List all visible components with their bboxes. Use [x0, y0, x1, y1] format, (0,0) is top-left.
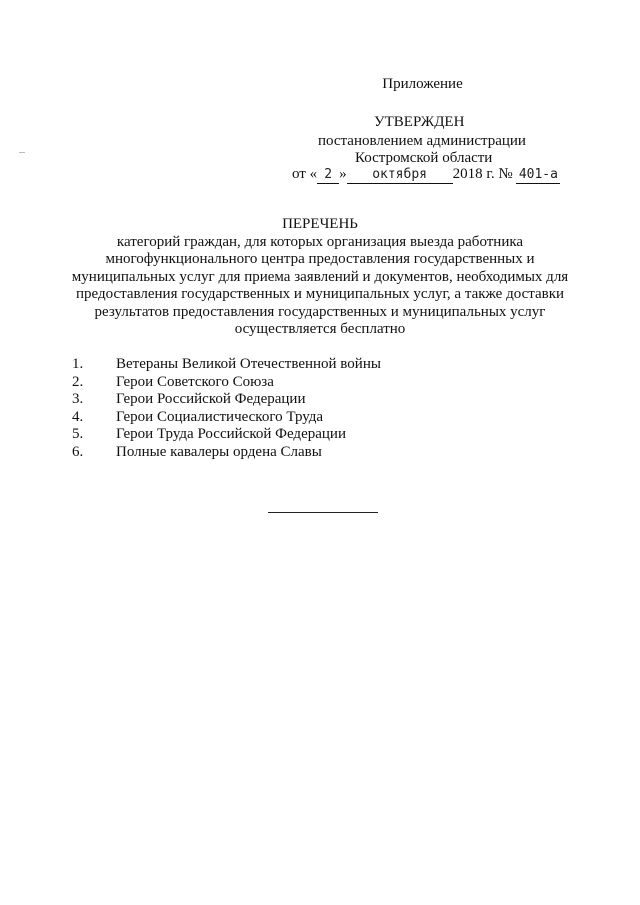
appendix-label: Приложение — [382, 76, 463, 92]
list-item — [72, 444, 381, 462]
list-item-text: Герои Труда Российской Федерации — [116, 426, 346, 443]
date-year: 2018 г. № — [452, 166, 513, 182]
document-number: 401-а — [516, 167, 560, 184]
list-item-number: 1. — [72, 356, 84, 372]
region-line: Костромской области — [355, 150, 493, 166]
margin-mark — [19, 152, 25, 153]
list-item-text: Полные кавалеры ордена Славы — [116, 443, 322, 460]
list-item — [72, 426, 381, 444]
date-line — [292, 165, 560, 184]
approved-by-line: постановлением администрации — [318, 133, 526, 149]
date-quote-close: » — [339, 166, 347, 182]
list-item-number: 3. — [72, 391, 84, 408]
list-item — [72, 356, 381, 374]
list-item — [72, 409, 381, 427]
date-prefix: от « — [292, 166, 318, 182]
date-month: октября — [347, 167, 453, 184]
approved-heading: УТВЕРЖДЕН — [374, 114, 465, 130]
list-item — [72, 391, 381, 409]
list-item — [72, 374, 381, 392]
list-item-number: 6. — [72, 443, 84, 460]
closing-rule — [268, 512, 378, 513]
document-subtitle: категорий граждан, для которых организация выезда работника многофункционального центра предоставления государственных и муниципальных услуг для приема заявлений и документов, необходимых для предоставления государственных и муниципальных услуг, а также доставки результатов предоставления государственных и муниципальных услуг осуществляется бесплатно — [71, 234, 569, 338]
list-item-text: Ветераны Великой Отечественной войны — [116, 356, 381, 372]
list-item-text: Герои Российской Федерации — [116, 391, 306, 408]
list-item-text: Герои Советского Союза — [116, 373, 274, 390]
list-item-number: 4. — [72, 408, 84, 425]
list-item-number: 5. — [72, 426, 84, 443]
category-list — [72, 356, 381, 462]
list-item-text: Герои Социалистического Труда — [116, 408, 324, 425]
list-item-number: 2. — [72, 373, 84, 390]
document-title: ПЕРЕЧЕНЬ — [282, 216, 358, 232]
date-day: 2 — [317, 167, 339, 184]
